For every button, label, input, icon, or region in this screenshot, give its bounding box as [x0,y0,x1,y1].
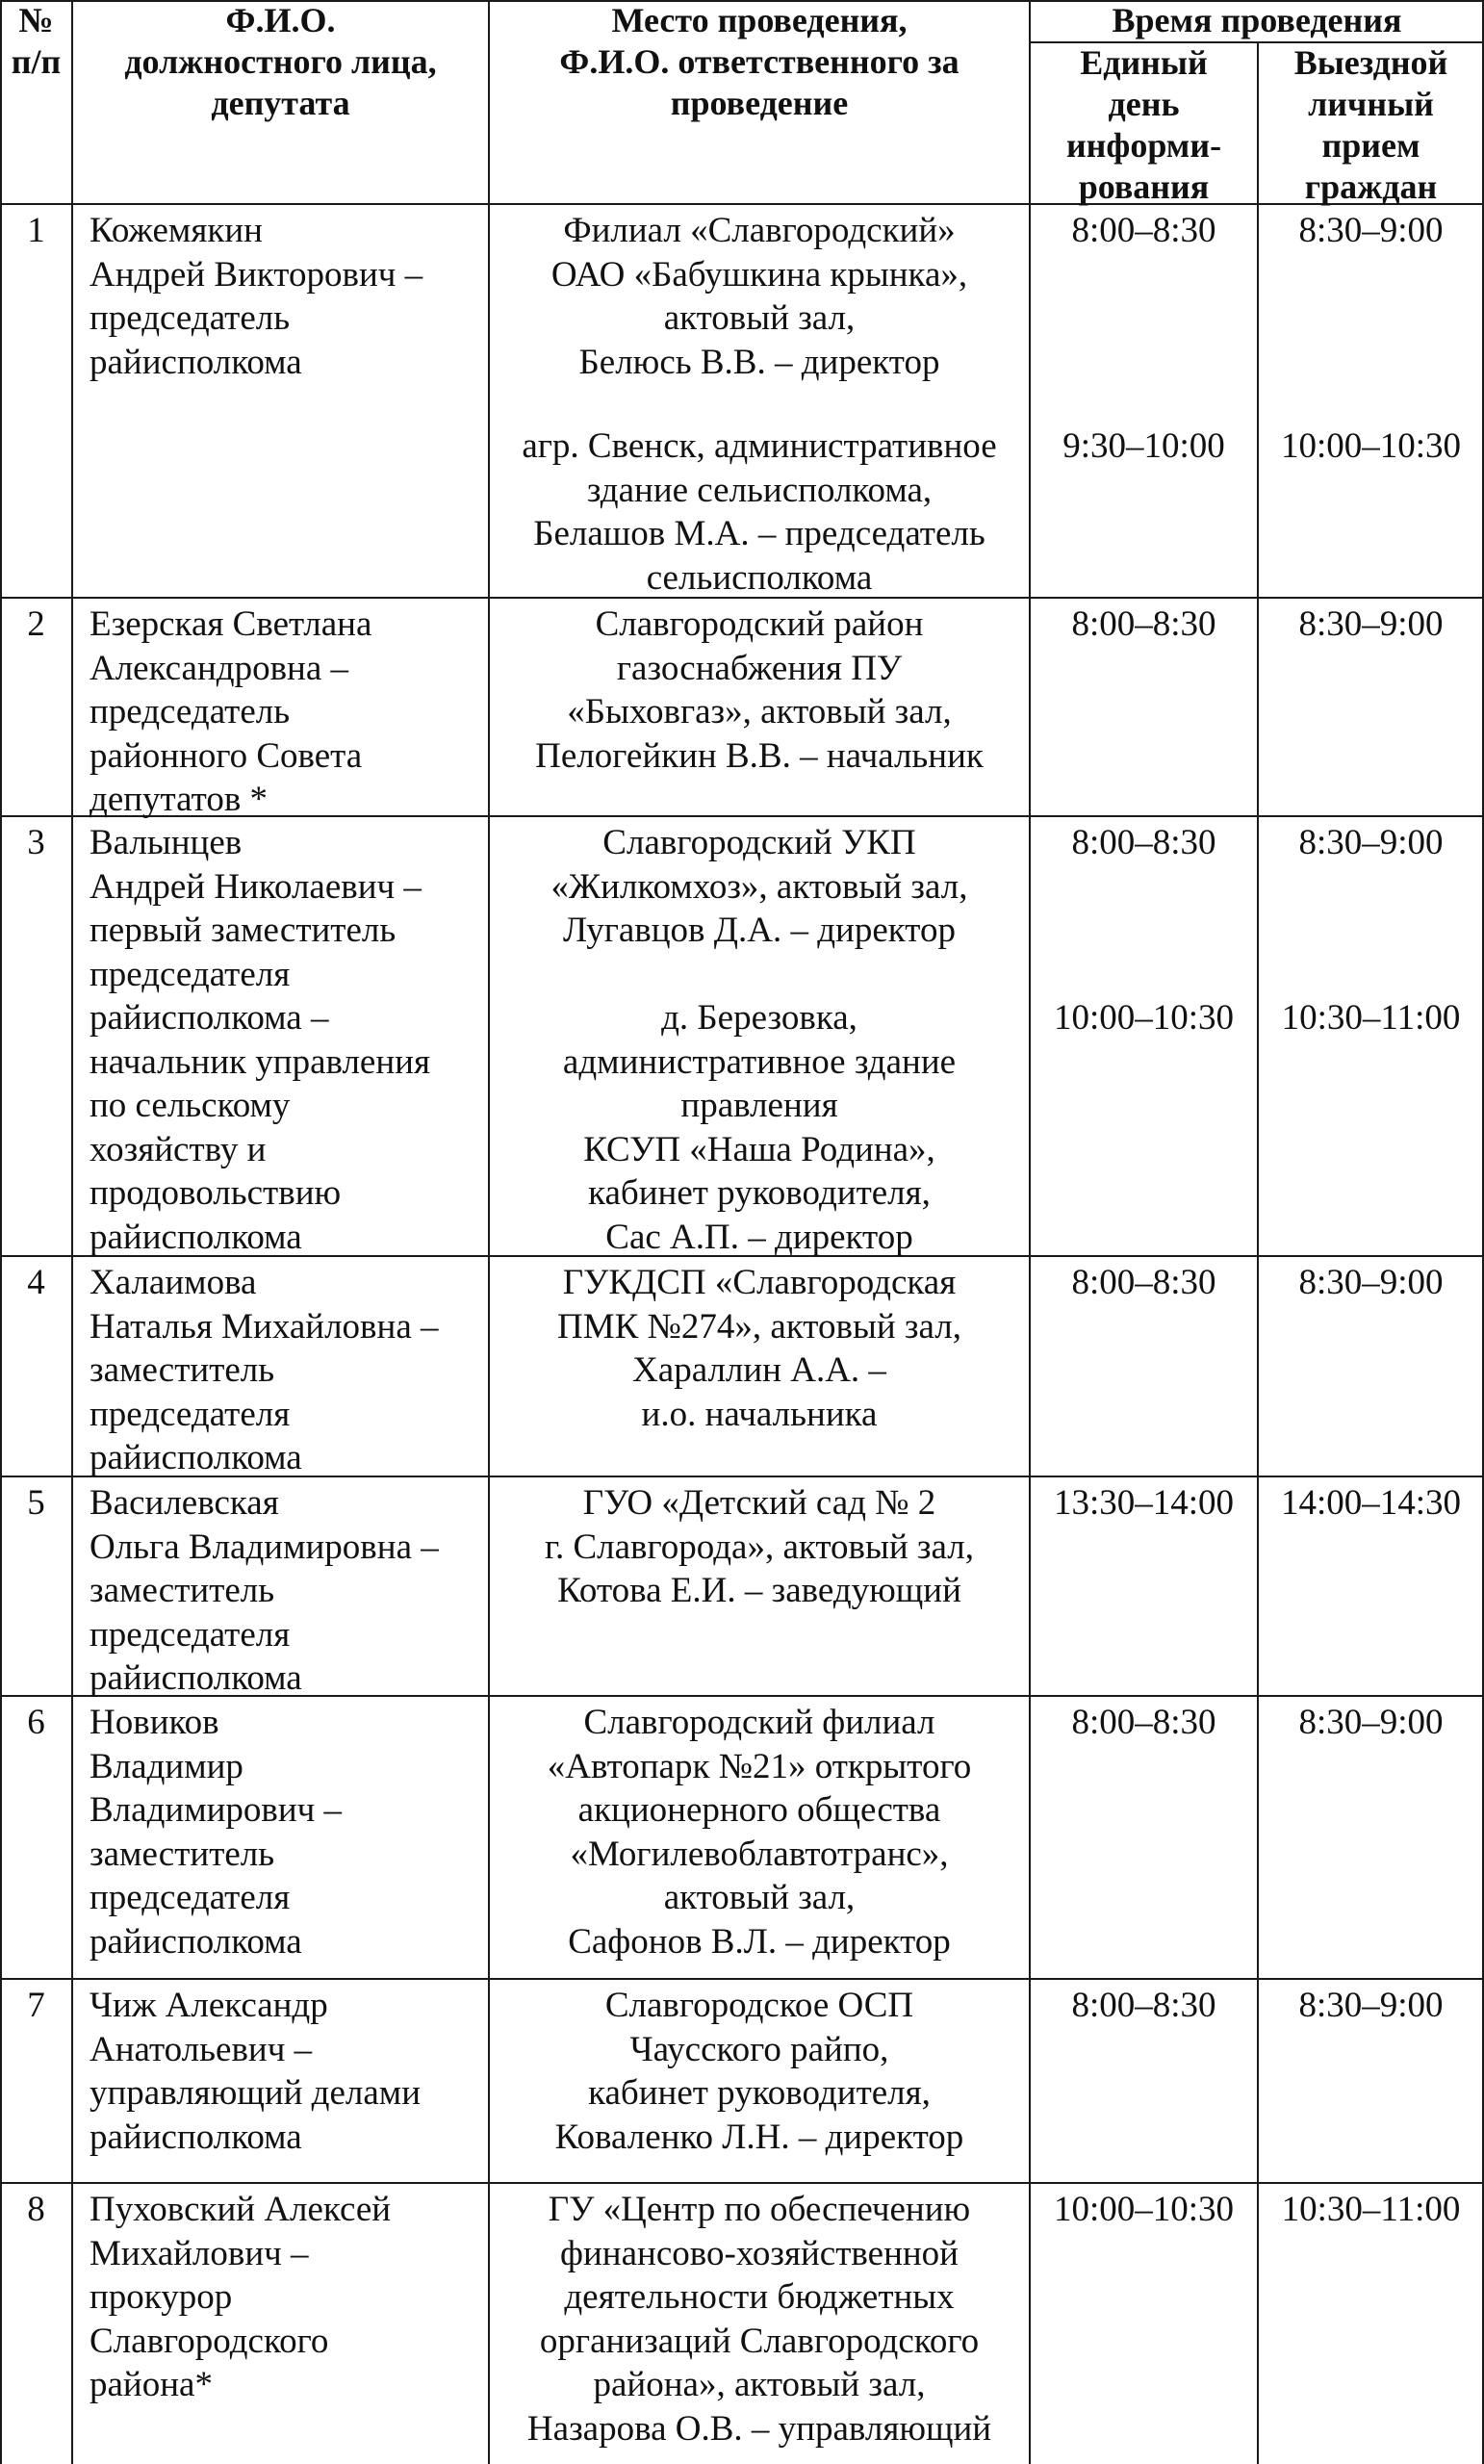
venue [489,1481,1030,1613]
venue-line: организаций Славгородского [539,2321,980,2361]
official-name-line: председателя [90,1614,291,1655]
header-time: Время проведения [1112,1,1402,39]
header-reception-line: Выездной [1293,43,1448,82]
official-name-line: продовольствию [90,1173,342,1213]
reception-time: 8:30–9:00 [1298,211,1444,250]
info-day-time: 8:00–8:30 [1071,823,1216,862]
official-name-line: Ольга Владимировна – [90,1527,439,1567]
info-day-time: 8:00–8:30 [1071,1703,1216,1742]
official-name-line: Наталья Михайловна – [90,1306,439,1347]
row-number: 3 [27,823,45,862]
header-place [489,0,1030,124]
official-name-line: Владимир [90,1746,243,1786]
reception-time: 8:30–9:00 [1298,604,1444,644]
official-name-line: райисполкома [90,1217,302,1257]
venue-line: Филиал «Славгородский» [563,211,956,250]
venue [489,821,1030,953]
reception-time: 10:00–10:30 [1280,426,1462,466]
official-name-line: Новиков [90,1703,219,1742]
venue-line: ГУО «Детский сад № 2 [582,1483,936,1523]
venue-line: Славгородский филиал [583,1703,935,1742]
venue-line: Назарова О.В. – управляющий [526,2408,992,2449]
venue-line: Хараллин А.А. – [632,1350,886,1390]
venue [489,1984,1030,2159]
venue-line: Сас А.П. – директор [605,1217,913,1257]
info-day-time: 8:00–8:30 [1071,604,1216,644]
column-divider [1257,42,1259,2464]
official-name [90,1261,489,1480]
official-name-line: депутатов * [90,780,269,819]
header-info-day-line: Единый [1080,43,1208,82]
official-name-line: райисполкома – [90,998,329,1038]
header-place-line: Ф.И.О. ответственного за [559,42,959,81]
official-name-line: управляющий делами [90,2073,422,2113]
info-day-time: 8:00–8:30 [1071,211,1216,250]
venue-line: актовый зал, [663,298,856,338]
header-reception-line: личный [1308,85,1434,123]
venue-line: «Могилевоблавтотранс», [570,1834,949,1874]
venue-line: района», актовый зал, [593,2365,926,2404]
venue-line: г. Славгорода», актовый зал, [544,1527,975,1567]
official-name-line: Славгородского [90,2321,329,2361]
venue-line: Пелогейкин В.В. – начальник [535,735,984,776]
official-name-line: по сельскому [90,1086,291,1125]
official-name-line: Андрей Николаевич – [90,866,422,907]
official-name [90,2188,489,2407]
venue-line: Чаусского райпо, [629,2029,889,2069]
header-reception [1258,42,1484,208]
official-name-line: прокурор [90,2277,233,2317]
row-number: 5 [27,1483,45,1523]
venue-line: «Автопарк №21» открытого [547,1746,972,1786]
official-name-line: Василевская [90,1483,279,1523]
row-number: 8 [27,2190,45,2229]
official-name-line: Владимирович – [90,1790,343,1830]
header-number-line: п/п [11,42,62,81]
venue-line: ГУ «Центр по обеспечению [548,2190,971,2229]
official-name [90,1701,489,1964]
venue [489,1261,1030,1436]
header-info-day-line: информи- [1065,126,1222,165]
venue-line: административное здание [562,1041,957,1082]
header-place-line: Место проведения, [611,1,908,39]
official-name-line: Александровна – [90,648,349,688]
row-number: 2 [27,604,45,644]
venue-line: Белюсь В.В. – директор [578,342,940,382]
venue [489,209,1030,384]
official-name-line: председателя [90,1878,291,1917]
official-name-line: района* [90,2365,213,2404]
official-name-line: Михайлович – [90,2233,309,2273]
venue-line: акционерного общества [577,1790,941,1830]
official-name-line: Халаимова [90,1263,257,1302]
official-name-line: Езерская Светлана [90,604,372,644]
row-divider [0,1978,1484,1980]
official-name-line: райисполкома [90,342,302,382]
reception-time: 8:30–9:00 [1298,1703,1444,1742]
venue-line: «Быховгаз», актовый зал, [567,692,952,732]
venue-line: сельисполкома [646,557,873,598]
header-name [72,0,489,124]
reception-time: 8:30–9:00 [1298,1263,1444,1302]
official-name [90,209,489,384]
official-name-line: Валынцев [90,823,243,862]
venue-line: д. Березовка, [661,998,857,1038]
venue [489,603,1030,778]
row-number: 4 [27,1263,45,1302]
table-border-left [0,0,2,2464]
header-reception-line: граждан [1304,167,1438,206]
reception-time: 10:30–11:00 [1281,2190,1461,2229]
info-day-time: 8:00–8:30 [1071,1263,1216,1302]
venue-line: здание сельисполкома, [586,470,933,510]
header-name-line: должностного лица, [124,42,437,81]
official-name-line: Анатольевич – [90,2029,313,2069]
venue-line: Котова Е.И. – заведующий [557,1571,961,1610]
header-reception-line: прием [1321,126,1420,165]
info-day-time: 10:00–10:30 [1053,998,1235,1038]
official-name-line: председателя [90,1394,291,1434]
venue-line: кабинет руководителя, [588,2073,931,2113]
official-name-line: Чиж Александр [90,1986,328,2025]
venue [489,2188,1030,2451]
reception-time: 8:30–9:00 [1298,1986,1444,2025]
info-day-time: 13:30–14:00 [1053,1483,1235,1523]
official-name-line: Кожемякин [90,211,263,250]
official-name-line: райисполкома [90,1658,302,1698]
venue [489,996,1030,1259]
venue-line: Коваленко Л.Н. – директор [554,2117,964,2157]
venue-line: ГУКДСП «Славгородская [562,1263,957,1302]
venue-line: КСУП «Наша Родина», [583,1129,935,1169]
header-place-line: проведение [670,84,849,122]
official-name-line: райисполкома [90,1921,302,1962]
venue-line: правления [680,1086,838,1125]
row-number: 1 [27,211,45,250]
header-info-day-line: день [1108,85,1180,123]
row-number: 6 [27,1703,45,1742]
reception-time: 14:00–14:30 [1280,1483,1462,1523]
venue-line: ОАО «Бабушкина крынка», [550,254,968,295]
header-number-line: № [18,1,54,39]
official-name-line: заместитель [90,1350,275,1390]
venue-line: деятельности бюджетных [564,2277,955,2317]
venue-line: кабинет руководителя, [588,1173,931,1213]
official-name-line: районного Совета [90,735,363,776]
venue-line: Белашов М.А. – председатель [533,514,985,553]
venue [489,424,1030,600]
official-name [90,1984,489,2159]
official-name-line: райисполкома [90,1438,302,1477]
official-name-line: председателя [90,954,291,994]
venue [489,1701,1030,1964]
official-name [90,1481,489,1701]
column-divider [71,0,73,2464]
header-number [0,0,72,83]
official-name [90,603,489,822]
reception-time: 10:30–11:00 [1281,998,1461,1038]
venue-line: Сафонов В.Л. – директор [568,1921,951,1962]
official-name-line: заместитель [90,1571,275,1610]
official-name [90,821,489,1259]
official-name-line: заместитель [90,1834,275,1874]
header-info-day-line: рования [1078,167,1210,206]
official-name-line: Пуховский Алексей [90,2190,392,2229]
venue-line: газоснабжения ПУ [616,648,903,688]
official-name-line: первый заместитель [90,911,397,950]
venue-line: Славгородское ОСП [604,1986,914,2025]
header-name-line: Ф.И.О. [225,1,336,39]
info-day-time: 9:30–10:00 [1062,426,1225,466]
row-number: 7 [27,1986,45,2025]
venue-line: ПМК №274», актовый зал, [557,1306,961,1347]
reception-time: 8:30–9:00 [1298,823,1444,862]
official-name-line: райисполкома [90,2117,302,2157]
venue-line: Славгородский район [595,604,924,644]
official-name-line: начальник управления [90,1041,430,1082]
official-name-line: Андрей Викторович – [90,254,423,295]
info-day-time: 8:00–8:30 [1071,1986,1216,2025]
venue-line: и.о. начальника [641,1394,878,1434]
venue-line: финансово-хозяйственной [560,2233,959,2273]
venue-line: «Жилкомхоз», актовый зал, [550,866,968,907]
venue-line: Лугавцов Д.А. – директор [563,911,956,950]
row-divider [0,2182,1484,2184]
header-info-day [1030,42,1258,208]
venue-line: Славгородский УКП [602,823,916,862]
official-name-line: хозяйству и [90,1129,267,1169]
official-name-line: председатель [90,692,291,732]
venue-line: актовый зал, [663,1878,856,1917]
official-name-line: председатель [90,298,291,338]
info-day-time: 10:00–10:30 [1053,2190,1235,2229]
venue-line: агр. Свенск, административное [522,426,997,466]
header-name-line: депутата [211,84,350,122]
